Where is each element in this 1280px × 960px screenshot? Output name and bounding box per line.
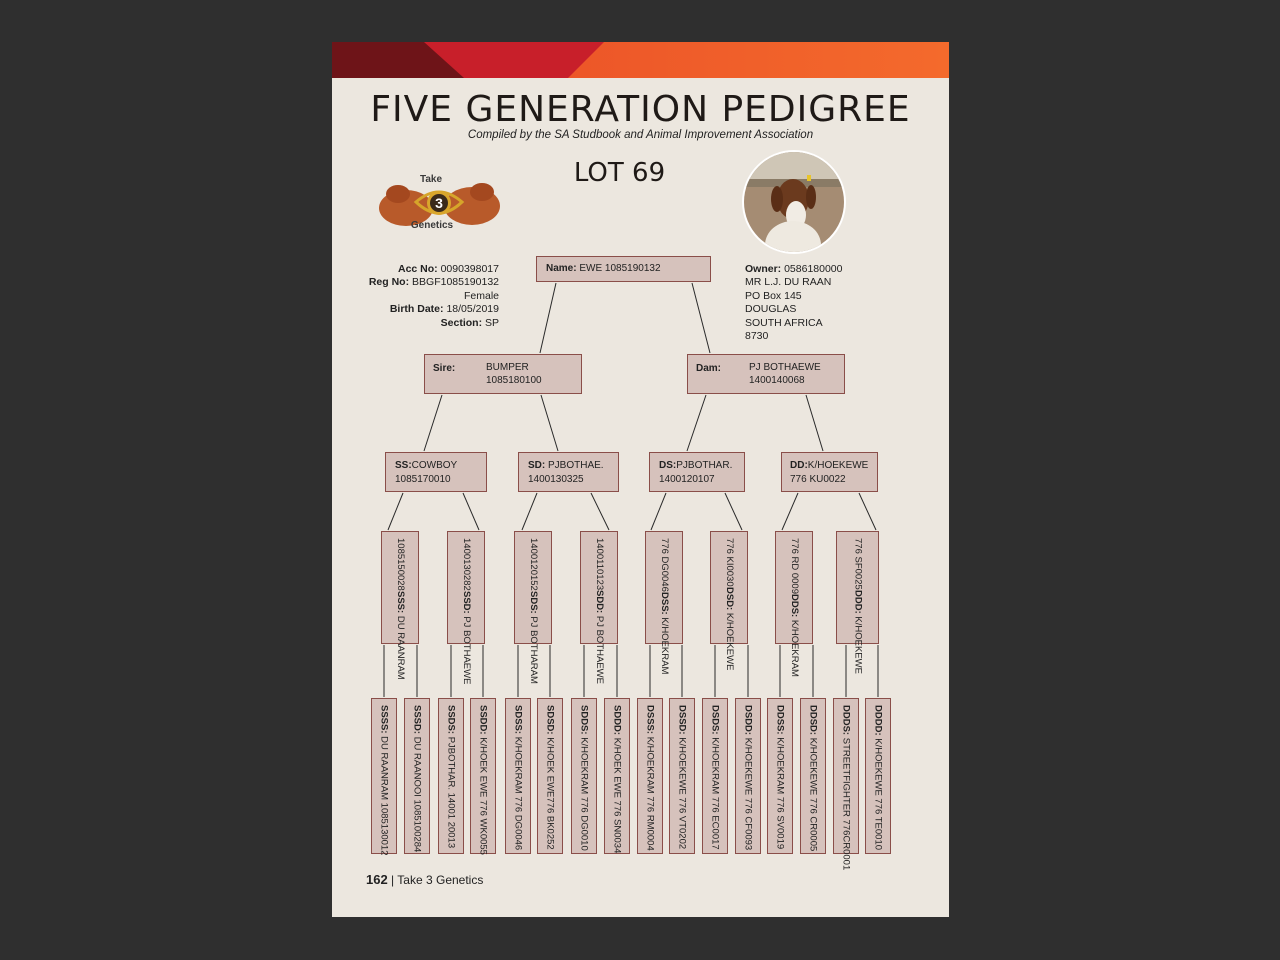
dsd-number: 776 KI0030: [724, 538, 735, 587]
gen4-box-ssdd: [470, 698, 496, 854]
sds-name: PJ BOTHARAM: [528, 616, 539, 684]
dsd-label: DSD:: [724, 586, 735, 610]
gen4-text: K/HOEKEWE 776 CR0005: [807, 737, 819, 852]
take3-genetics-logo: [376, 172, 502, 239]
birth-value: 18/05/2019: [446, 303, 499, 316]
gen4-text: K/HOEKRAM 776 SV0019: [774, 737, 786, 850]
sd-label: SD:: [528, 460, 546, 471]
sire-box: [424, 354, 582, 394]
gen4-label: DSDD:: [742, 705, 754, 736]
gen4-label: SDDS:: [578, 705, 590, 735]
ss-box: [385, 452, 487, 492]
gen4-label: DDSD:: [807, 705, 819, 736]
owner-address-2: DOUGLAS: [745, 303, 797, 316]
connector-line: [591, 493, 609, 530]
reg-label: Reg No:: [368, 276, 410, 289]
ddd-label: DDD:: [852, 589, 864, 614]
gen4-box-ssss: [371, 698, 397, 854]
gen4-box-dssd: [669, 698, 695, 854]
gen4-label: DSSD:: [676, 705, 688, 735]
dds-name: K/HOEKRAM: [789, 619, 800, 677]
dd-name: K/HOEKEWE: [807, 460, 869, 471]
owner-name: MR L.J. DU RAAN: [745, 276, 832, 289]
connector-line: [541, 395, 558, 451]
sire-label: Sire:: [433, 363, 456, 374]
sdd-label: SDD:: [594, 590, 605, 614]
footer-brand: Take 3 Genetics: [397, 873, 484, 887]
root-value: EWE 1085190132: [579, 263, 661, 274]
ds-name: PJBOTHAR.: [676, 460, 733, 471]
owner-address-3: SOUTH AFRICA: [745, 316, 823, 329]
sss-box: [381, 531, 419, 680]
dds-number: 776 RD 0009: [789, 538, 800, 594]
gen4-box-ddds: [833, 698, 859, 871]
gen4-box-ddsd: [800, 698, 826, 854]
sds-box: [514, 531, 552, 684]
dd-number: 776 KU0022: [790, 474, 846, 485]
gen4-box-ddss: [767, 698, 793, 854]
connector-line: [424, 395, 442, 451]
sds-number: 1400120152: [528, 538, 539, 591]
gen4-label: DSDS:: [709, 705, 721, 735]
gen4-box-sddd: [604, 698, 630, 854]
logo-bottom-text: Genetics: [410, 220, 454, 231]
ds-box: [649, 452, 745, 492]
sd-number: 1400130325: [528, 474, 584, 485]
root-label: Name:: [546, 263, 577, 274]
gen4-box-sdds: [571, 698, 597, 854]
pedigree-page: [332, 42, 949, 917]
ddd-name: K/HOEKEWE: [852, 616, 864, 674]
connector-line: [651, 493, 666, 530]
dds-box: [775, 531, 813, 677]
gen4-box-dddd: [865, 698, 891, 854]
gen4-text: K/HOEKEWE 776 CF0093: [742, 737, 754, 851]
connector-line: [859, 493, 876, 530]
ssd-number: 1400130282: [461, 538, 472, 591]
dam-number: 1400140068: [749, 375, 805, 386]
page-title: FIVE GENERATION PEDIGREE: [370, 89, 911, 130]
gen4-text: K/HOEK EWE776 BK0252: [544, 737, 556, 850]
gen4-label: SDDD:: [611, 705, 623, 736]
connector-line: [687, 395, 706, 451]
goat-logo-icon: [376, 172, 502, 234]
gen4-label: SDSD:: [544, 705, 556, 735]
header-color-band: [332, 42, 949, 78]
gen4-text: K/HOEK EWE 776 WK0055: [477, 737, 489, 855]
ss-label: SS:: [395, 460, 412, 471]
connector-line: [522, 493, 537, 530]
dss-label: DSS:: [659, 591, 670, 615]
dam-box: [687, 354, 845, 394]
ds-label: DS:: [659, 460, 677, 471]
owner-address-1: PO Box 145: [745, 289, 802, 302]
birth-label: Birth Date:: [389, 303, 444, 316]
sdd-number: 1400110123: [594, 538, 605, 591]
logo-top-text: Take: [420, 174, 443, 185]
gen4-label: DDSS:: [774, 705, 786, 735]
sss-label: SSS:: [395, 590, 406, 614]
gen4-box-sdsd: [537, 698, 563, 854]
sdd-name: PJ BOTHAEWE: [594, 616, 605, 685]
gen4-text: PJBOTHAR. 14001 20013: [445, 736, 457, 849]
acc-value: 0090398017: [440, 263, 499, 275]
ss-number: 1085170010: [395, 474, 451, 485]
section-value: SP: [484, 316, 499, 329]
ssd-box: [447, 531, 485, 685]
page-subtitle: Compiled by the SA Studbook and Animal Improvement Association: [467, 129, 814, 141]
sdd-box: [580, 531, 618, 685]
gen4-box-dsdd: [735, 698, 761, 854]
connector-line: [782, 493, 798, 530]
sire-name: BUMPER: [486, 362, 529, 373]
connector-line: [692, 283, 710, 353]
page-number: 162: [366, 872, 388, 887]
gen4-label: SSSD:: [411, 705, 423, 735]
ssd-name: PJ BOTHAEWE: [461, 616, 472, 685]
page-footer: [366, 872, 483, 887]
connector-line: [463, 493, 479, 530]
gen4-label: SDSS:: [512, 705, 524, 735]
pedigree-root-box: [536, 256, 711, 282]
dam-label: Dam:: [696, 363, 722, 374]
gen4-label: DSSS:: [644, 705, 656, 735]
dss-box: [645, 531, 683, 675]
ddd-box: [836, 531, 879, 674]
section-label: Section:: [440, 316, 483, 329]
reg-value: BBGF1085190132: [412, 276, 499, 289]
gen4-text: K/HOEK EWE 776 SN0034: [611, 737, 623, 854]
gen4-text: K/HOEKRAM 776 DG0046: [512, 736, 524, 851]
logo-number: 3: [435, 195, 443, 211]
sss-number: 1085150028: [395, 538, 406, 591]
gen4-box-sdss: [505, 698, 531, 854]
ds-number: 1400120107: [659, 474, 715, 485]
sire-number: 1085180100: [486, 375, 542, 386]
animal-info: [369, 263, 499, 330]
gen4-text: K/HOEKRAM 776 DG0010: [578, 737, 590, 851]
gen4-label: SSDS:: [445, 705, 457, 735]
gen4-text: K/HOEKEWE 776 TE0010: [872, 738, 884, 851]
gen4-text: DU RAANOOI 1085100284: [411, 736, 423, 853]
acc-label: Acc No:: [397, 263, 438, 275]
gen4-label: DDDS:: [840, 705, 852, 736]
dds-label: DDS:: [789, 593, 800, 618]
ddd-number: 776 SF0025: [852, 538, 864, 590]
sss-name: DU RAANRAM: [395, 615, 406, 680]
gen4-label: SSSS:: [378, 705, 390, 734]
gen4-box-ssds: [438, 698, 464, 854]
gen4-text: K/HOEKEWE 776 VT0202: [676, 737, 688, 850]
connector-line: [540, 283, 556, 353]
dsd-box: [710, 531, 748, 671]
dd-box: [781, 452, 878, 492]
dss-name: K/HOEKRAM: [659, 617, 670, 675]
gen4-text: STREETFIGHTER 776CR0001: [840, 737, 852, 871]
gen4-label: DDDD:: [872, 705, 884, 736]
gen4-box-dsss: [637, 698, 663, 854]
lot-number: LOT 69: [573, 158, 666, 188]
gen4-label: SSDD:: [477, 705, 489, 735]
connector-line: [388, 493, 403, 530]
dam-name: PJ BOTHAEWE: [749, 362, 821, 373]
ss-name: COWBOY: [411, 460, 458, 471]
owner-code: 0586180000: [784, 263, 843, 275]
sds-label: SDS:: [528, 590, 539, 614]
owner-label: Owner:: [745, 263, 782, 275]
dd-label: DD:: [790, 460, 808, 471]
gen4-text: K/HOEKRAM 776 EC0017: [709, 737, 721, 850]
sex-value: Female: [463, 289, 499, 302]
connector-line: [806, 395, 823, 451]
owner-info: [745, 263, 843, 343]
sd-name: PJBOTHAE.: [548, 460, 604, 471]
connector-line: [725, 493, 742, 530]
ssd-label: SSD:: [461, 590, 472, 614]
footer-separator: |: [391, 873, 395, 887]
gen4-box-dsds: [702, 698, 728, 854]
dsd-name: K/HOEKEWE: [724, 612, 735, 671]
goat-photo: [741, 149, 847, 260]
gen4-text: K/HOEKRAM 776 RM0004: [644, 736, 656, 851]
gen4-box-sssd: [404, 698, 430, 854]
owner-postcode: 8730: [745, 330, 769, 343]
sd-box: [518, 452, 619, 492]
gen4-text: DU RAANRAM 1085130012: [378, 736, 390, 856]
dss-number: 776 DG0046: [659, 538, 670, 592]
